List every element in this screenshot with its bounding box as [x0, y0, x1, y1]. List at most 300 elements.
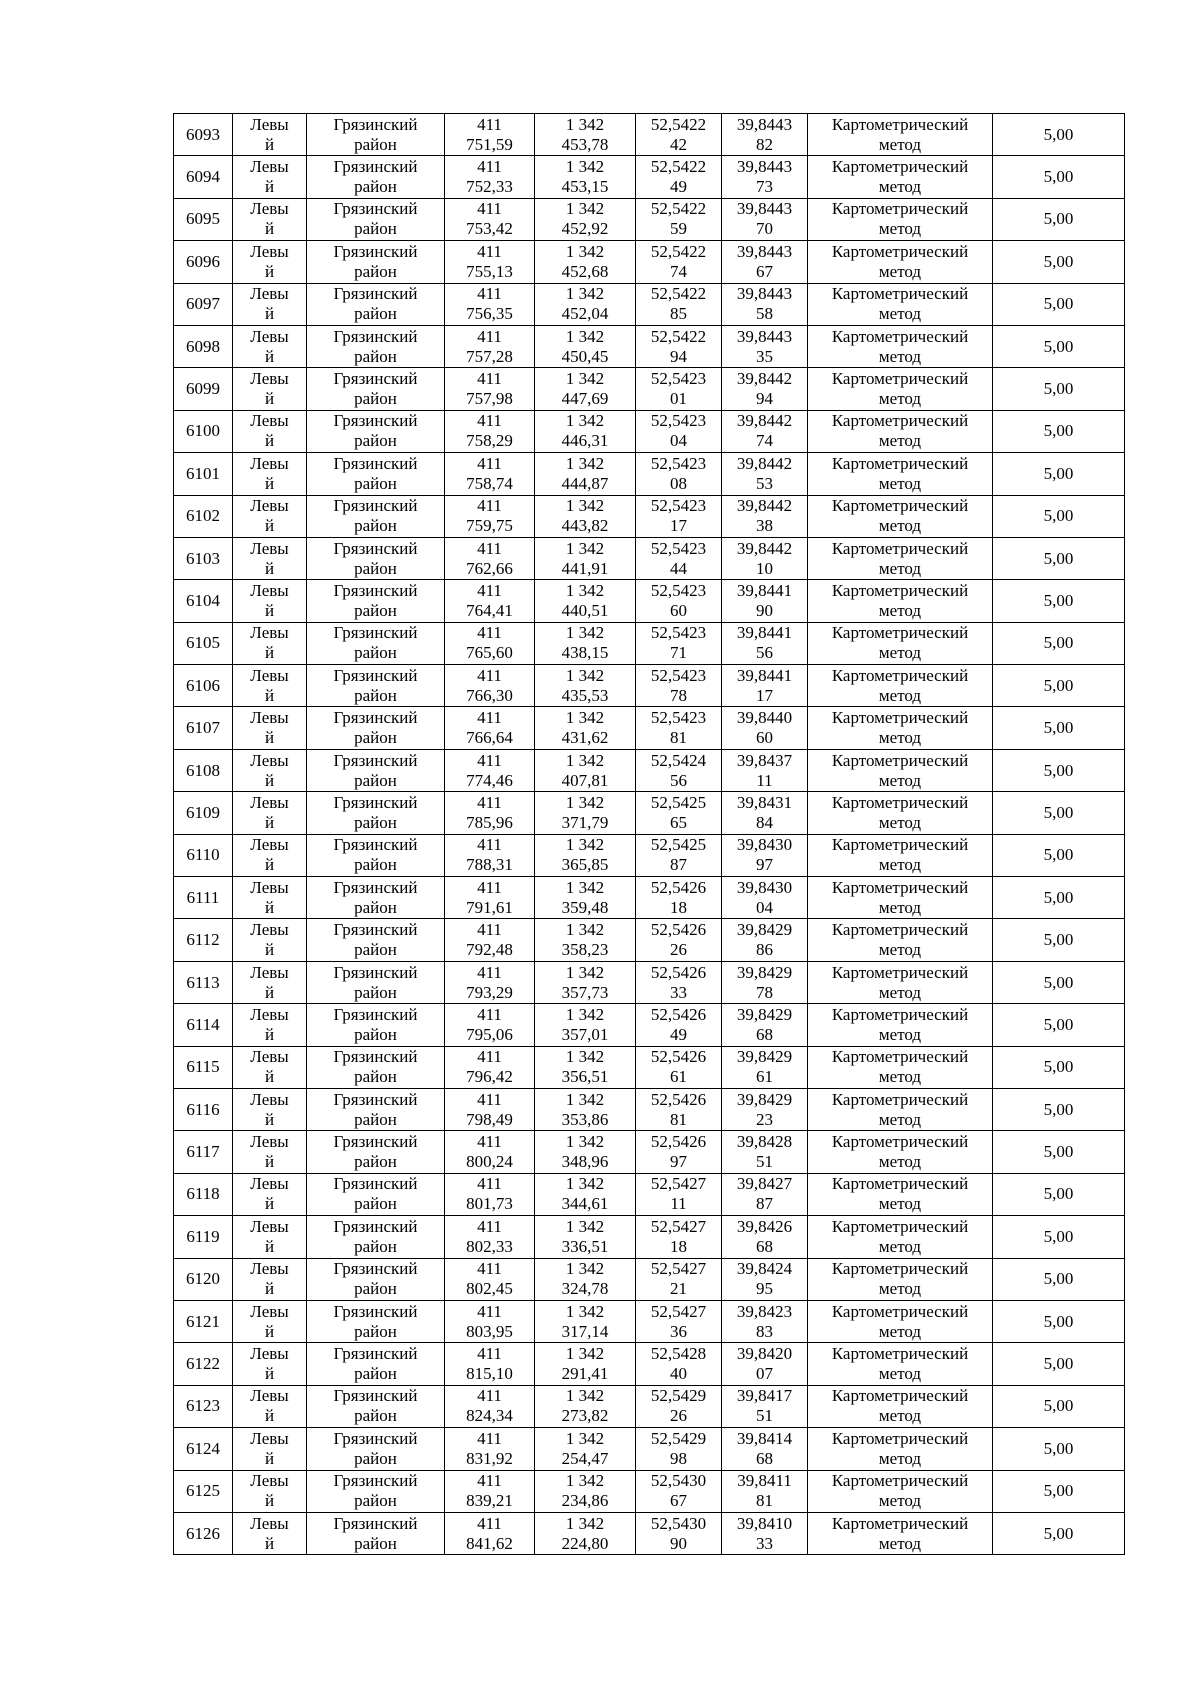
cell-district [307, 834, 445, 876]
cell-longitude-line: 39,8429 [736, 1004, 793, 1024]
cell-method-line: метод [878, 516, 922, 536]
cell-coord-x-line: 766,30 [466, 685, 513, 705]
cell-point-number: 6116 [174, 1088, 233, 1130]
table-row [174, 368, 1125, 410]
cell-longitude-line: 39,8443 [736, 241, 793, 261]
cell-point-number: 6097 [174, 283, 233, 325]
cell-method-line: Картометрический [831, 1471, 969, 1491]
table-row [174, 1428, 1125, 1470]
table-row [174, 580, 1125, 622]
cell-coord-x-line: 795,06 [466, 1024, 513, 1044]
table-row [174, 241, 1125, 283]
table-row [174, 834, 1125, 876]
cell-longitude-line: 39,8443 [736, 326, 793, 346]
cell-latitude-line: 52,5424 [650, 750, 707, 770]
cell-side-line: Левы [250, 1047, 289, 1067]
table-row [174, 1004, 1125, 1046]
cell-coord-y-line: 1 342 [565, 580, 605, 600]
cell-district-line: Грязинский [333, 920, 418, 940]
cell-side-line: Левы [250, 1301, 289, 1321]
cell-latitude-line: 60 [670, 600, 687, 620]
cell-latitude-line: 52,5430 [650, 1471, 707, 1491]
cell-longitude-line: 39,8441 [736, 665, 793, 685]
cell-method-line: Картометрический [831, 623, 969, 643]
cell-coord-y-line: 443,82 [561, 516, 609, 536]
cell-latitude-line: 52,5423 [650, 453, 707, 473]
cell-side [233, 241, 307, 283]
cell-point-number: 6113 [174, 961, 233, 1003]
cell-accuracy: 5,00 [993, 1258, 1125, 1300]
cell-coord-y-line: 348,96 [561, 1152, 609, 1172]
cell-side-line: й [264, 304, 275, 324]
cell-method-line: Картометрический [831, 453, 969, 473]
cell-district [307, 1173, 445, 1215]
cell-accuracy: 5,00 [993, 1173, 1125, 1215]
cell-side-line: й [264, 1194, 275, 1214]
cell-method-line: Картометрический [831, 1174, 969, 1194]
cell-latitude-line: 52,5429 [650, 1428, 707, 1448]
cell-longitude [722, 877, 808, 919]
cell-latitude-line: 04 [670, 431, 687, 451]
cell-side [233, 1046, 307, 1088]
cell-side-line: Левы [250, 1089, 289, 1109]
cell-coord-x [445, 156, 535, 198]
cell-coord-x [445, 283, 535, 325]
cell-district-line: район [354, 1533, 397, 1553]
cell-coord-x [445, 1258, 535, 1300]
cell-district-line: район [354, 1279, 397, 1299]
cell-coord-x-line: 791,61 [466, 897, 513, 917]
cell-side-line: й [264, 643, 275, 663]
cell-coord-x [445, 1216, 535, 1258]
cell-accuracy: 5,00 [993, 1428, 1125, 1470]
cell-district [307, 1088, 445, 1130]
cell-longitude-line: 97 [756, 855, 773, 875]
cell-latitude-line: 18 [670, 1236, 687, 1256]
cell-district [307, 877, 445, 919]
cell-method-line: Картометрический [831, 284, 969, 304]
cell-coord-y [535, 834, 636, 876]
cell-coord-x-line: 792,48 [466, 940, 513, 960]
cell-accuracy: 5,00 [993, 1004, 1125, 1046]
cell-coord-x [445, 1470, 535, 1512]
cell-district [307, 792, 445, 834]
cell-coord-y [535, 1088, 636, 1130]
cell-coord-y-line: 1 342 [565, 157, 605, 177]
cell-longitude-line: 60 [756, 728, 773, 748]
cell-side-line: й [264, 940, 275, 960]
cell-coord-x-line: 758,74 [466, 473, 513, 493]
cell-coord-x-line: 411 [477, 1174, 502, 1194]
cell-coord-y-line: 447,69 [561, 389, 609, 409]
cell-method-line: метод [878, 1491, 922, 1511]
cell-latitude-line: 52,5423 [650, 665, 707, 685]
cell-side-line: й [264, 261, 275, 281]
cell-coord-x-line: 757,98 [466, 389, 513, 409]
cell-coord-y-line: 1 342 [565, 665, 605, 685]
cell-method-line: Картометрический [831, 1004, 969, 1024]
cell-side-line: й [264, 1533, 275, 1553]
cell-district-line: Грязинский [333, 1047, 418, 1067]
cell-accuracy: 5,00 [993, 453, 1125, 495]
cell-point-number: 6117 [174, 1131, 233, 1173]
table-row [174, 1343, 1125, 1385]
cell-latitude [636, 1046, 722, 1088]
cell-coord-x [445, 580, 535, 622]
cell-side-line: Левы [250, 1216, 289, 1236]
cell-latitude [636, 1216, 722, 1258]
cell-side-line: Левы [250, 369, 289, 389]
cell-method [808, 156, 993, 198]
cell-coord-y-line: 353,86 [561, 1109, 609, 1129]
cell-method-line: Картометрический [831, 665, 969, 685]
cell-coord-x-line: 762,66 [466, 558, 513, 578]
cell-side [233, 453, 307, 495]
cell-coord-y [535, 622, 636, 664]
cell-coord-y-line: 1 342 [565, 1174, 605, 1194]
cell-district [307, 707, 445, 749]
cell-latitude [636, 198, 722, 240]
cell-longitude-line: 39,8442 [736, 411, 793, 431]
cell-side-line: й [264, 1279, 275, 1299]
cell-method-line: метод [878, 177, 922, 197]
cell-coord-y-line: 1 342 [565, 623, 605, 643]
cell-latitude-line: 81 [670, 728, 687, 748]
cell-longitude [722, 1216, 808, 1258]
cell-coord-y-line: 1 342 [565, 114, 605, 134]
cell-coord-y-line: 1 342 [565, 496, 605, 516]
cell-coord-y-line: 336,51 [561, 1236, 609, 1256]
cell-coord-y-line: 1 342 [565, 1047, 605, 1067]
cell-method-line: Картометрический [831, 1216, 969, 1236]
cell-longitude-line: 38 [756, 516, 773, 536]
cell-coord-y-line: 359,48 [561, 897, 609, 917]
cell-accuracy: 5,00 [993, 877, 1125, 919]
cell-coord-x-line: 803,95 [466, 1321, 513, 1341]
cell-longitude [722, 1088, 808, 1130]
cell-coord-x-line: 774,46 [466, 770, 513, 790]
cell-coord-x [445, 1004, 535, 1046]
cell-coord-x-line: 824,34 [466, 1406, 513, 1426]
cell-latitude-line: 33 [670, 982, 687, 1002]
cell-district-line: Грязинский [333, 1513, 418, 1533]
cell-latitude [636, 707, 722, 749]
cell-accuracy: 5,00 [993, 1216, 1125, 1258]
cell-coord-y-line: 1 342 [565, 1428, 605, 1448]
cell-accuracy: 5,00 [993, 1088, 1125, 1130]
cell-district [307, 1258, 445, 1300]
cell-accuracy: 5,00 [993, 241, 1125, 283]
cell-latitude [636, 495, 722, 537]
cell-coord-y [535, 919, 636, 961]
cell-district-line: Грязинский [333, 1471, 418, 1491]
cell-method-line: Картометрический [831, 411, 969, 431]
cell-method-line: метод [878, 346, 922, 366]
cell-district-line: район [354, 304, 397, 324]
cell-longitude-line: 39,8429 [736, 920, 793, 940]
cell-coord-x [445, 1088, 535, 1130]
cell-method-line: Картометрический [831, 750, 969, 770]
cell-coord-x [445, 198, 535, 240]
cell-latitude-line: 65 [670, 812, 687, 832]
cell-side [233, 537, 307, 579]
cell-method-line: метод [878, 1448, 922, 1468]
cell-accuracy: 5,00 [993, 707, 1125, 749]
table-row [174, 325, 1125, 367]
cell-side-line: й [264, 219, 275, 239]
cell-longitude [722, 792, 808, 834]
cell-district-line: Грязинский [333, 1089, 418, 1109]
cell-longitude-line: 39,8420 [736, 1344, 793, 1364]
cell-latitude [636, 1300, 722, 1342]
cell-side-line: й [264, 177, 275, 197]
cell-longitude-line: 39,8426 [736, 1216, 793, 1236]
cell-coord-y-line: 452,68 [561, 261, 609, 281]
cell-district [307, 1428, 445, 1470]
cell-method-line: метод [878, 558, 922, 578]
cell-longitude-line: 39,8437 [736, 750, 793, 770]
cell-coord-x-line: 411 [477, 580, 502, 600]
cell-latitude [636, 368, 722, 410]
cell-district-line: Грязинский [333, 665, 418, 685]
cell-latitude-line: 71 [670, 643, 687, 663]
cell-coord-y-line: 317,14 [561, 1321, 609, 1341]
cell-latitude [636, 156, 722, 198]
cell-point-number: 6100 [174, 410, 233, 452]
cell-point-number: 6126 [174, 1512, 233, 1554]
cell-longitude-line: 39,8443 [736, 284, 793, 304]
cell-longitude-line: 11 [756, 770, 773, 790]
cell-longitude [722, 156, 808, 198]
cell-coord-y [535, 283, 636, 325]
cell-method-line: Картометрический [831, 1132, 969, 1152]
cell-point-number: 6098 [174, 325, 233, 367]
cell-side-line: й [264, 1236, 275, 1256]
cell-coord-x [445, 1046, 535, 1088]
cell-coord-y-line: 1 342 [565, 1513, 605, 1533]
cell-coord-x-line: 801,73 [466, 1194, 513, 1214]
cell-side-line: Левы [250, 962, 289, 982]
cell-coord-x [445, 919, 535, 961]
cell-latitude-line: 87 [670, 855, 687, 875]
cell-coord-x-line: 796,42 [466, 1067, 513, 1087]
table-row [174, 1470, 1125, 1512]
table-row [174, 1258, 1125, 1300]
cell-accuracy: 5,00 [993, 410, 1125, 452]
cell-longitude-line: 39,8430 [736, 877, 793, 897]
cell-coord-y [535, 877, 636, 919]
cell-method [808, 1385, 993, 1427]
cell-coord-y [535, 1470, 636, 1512]
cell-district-line: район [354, 982, 397, 1002]
cell-coord-y-line: 1 342 [565, 1004, 605, 1024]
cell-latitude-line: 26 [670, 940, 687, 960]
cell-longitude-line: 17 [756, 685, 773, 705]
cell-coord-x [445, 749, 535, 791]
cell-latitude [636, 1428, 722, 1470]
cell-coord-y [535, 537, 636, 579]
cell-method-line: Картометрический [831, 114, 969, 134]
cell-method-line: метод [878, 431, 922, 451]
cell-longitude [722, 707, 808, 749]
cell-method-line: метод [878, 1533, 922, 1553]
cell-district-line: район [354, 1491, 397, 1511]
cell-method-line: метод [878, 812, 922, 832]
cell-side-line: й [264, 346, 275, 366]
cell-coord-x-line: 411 [477, 835, 502, 855]
cell-point-number: 6109 [174, 792, 233, 834]
cell-side [233, 665, 307, 707]
cell-coord-y [535, 1428, 636, 1470]
cell-latitude-line: 52,5422 [650, 284, 707, 304]
cell-point-number: 6115 [174, 1046, 233, 1088]
cell-district [307, 1470, 445, 1512]
cell-side [233, 156, 307, 198]
cell-latitude-line: 81 [670, 1109, 687, 1129]
cell-district [307, 1385, 445, 1427]
cell-district-line: Грязинский [333, 157, 418, 177]
cell-method [808, 368, 993, 410]
cell-side [233, 1300, 307, 1342]
cell-accuracy: 5,00 [993, 156, 1125, 198]
cell-method [808, 1343, 993, 1385]
cell-coord-y [535, 325, 636, 367]
cell-district-line: Грязинский [333, 496, 418, 516]
cell-accuracy: 5,00 [993, 622, 1125, 664]
cell-district [307, 537, 445, 579]
cell-side-line: Левы [250, 1132, 289, 1152]
cell-longitude [722, 325, 808, 367]
cell-district-line: Грязинский [333, 453, 418, 473]
cell-district [307, 410, 445, 452]
cell-side [233, 1216, 307, 1258]
cell-longitude-line: 39,8411 [737, 1471, 792, 1491]
cell-coord-x-line: 411 [477, 792, 502, 812]
cell-latitude [636, 749, 722, 791]
cell-longitude-line: 53 [756, 473, 773, 493]
cell-latitude-line: 11 [670, 1194, 687, 1214]
cell-method [808, 1004, 993, 1046]
cell-point-number: 6108 [174, 749, 233, 791]
cell-point-number: 6094 [174, 156, 233, 198]
cell-coord-x-line: 411 [477, 1428, 502, 1448]
cell-coord-y-line: 1 342 [565, 326, 605, 346]
cell-method-line: метод [878, 1236, 922, 1256]
cell-method [808, 283, 993, 325]
cell-method [808, 1470, 993, 1512]
cell-latitude-line: 74 [670, 261, 687, 281]
cell-side [233, 1428, 307, 1470]
cell-latitude-line: 52,5426 [650, 877, 707, 897]
cell-district [307, 1046, 445, 1088]
cell-coord-x-line: 411 [477, 1513, 502, 1533]
cell-method-line: Картометрический [831, 1428, 969, 1448]
cell-longitude-line: 68 [756, 1236, 773, 1256]
cell-method-line: метод [878, 855, 922, 875]
cell-latitude-line: 52,5422 [650, 114, 707, 134]
cell-coord-y [535, 1004, 636, 1046]
cell-district [307, 1343, 445, 1385]
cell-coord-y-line: 357,01 [561, 1024, 609, 1044]
cell-district-line: район [354, 219, 397, 239]
cell-side [233, 622, 307, 664]
cell-accuracy: 5,00 [993, 792, 1125, 834]
cell-longitude [722, 1343, 808, 1385]
cell-coord-y-line: 453,78 [561, 134, 609, 154]
cell-coord-y [535, 198, 636, 240]
cell-side-line: й [264, 855, 275, 875]
cell-latitude [636, 241, 722, 283]
cell-coord-x [445, 114, 535, 156]
cell-side-line: й [264, 982, 275, 1002]
cell-district-line: район [354, 134, 397, 154]
cell-method-line: Картометрический [831, 1089, 969, 1109]
cell-district-line: район [354, 855, 397, 875]
cell-coord-x-line: 841,62 [466, 1533, 513, 1553]
cell-longitude-line: 39,8423 [736, 1301, 793, 1321]
cell-accuracy: 5,00 [993, 1385, 1125, 1427]
cell-coord-x [445, 1428, 535, 1470]
cell-district [307, 665, 445, 707]
cell-coord-y-line: 453,15 [561, 177, 609, 197]
cell-district-line: Грязинский [333, 1344, 418, 1364]
cell-method-line: Картометрический [831, 1259, 969, 1279]
cell-method-line: Картометрический [831, 199, 969, 219]
cell-longitude-line: 68 [756, 1024, 773, 1044]
cell-coord-y [535, 580, 636, 622]
cell-coord-y-line: 1 342 [565, 538, 605, 558]
cell-method-line: метод [878, 940, 922, 960]
cell-coord-y [535, 1173, 636, 1215]
cell-coord-y [535, 961, 636, 1003]
cell-coord-y [535, 495, 636, 537]
cell-accuracy: 5,00 [993, 114, 1125, 156]
cell-longitude-line: 39,8442 [736, 453, 793, 473]
cell-coord-x-line: 411 [477, 538, 502, 558]
cell-method-line: Картометрический [831, 496, 969, 516]
cell-coord-x-line: 411 [477, 1301, 502, 1321]
cell-point-number: 6124 [174, 1428, 233, 1470]
cell-latitude [636, 114, 722, 156]
cell-method-line: метод [878, 643, 922, 663]
table-row [174, 919, 1125, 961]
cell-coord-x-line: 758,29 [466, 431, 513, 451]
cell-longitude-line: 39,8443 [736, 199, 793, 219]
cell-latitude-line: 49 [670, 177, 687, 197]
cell-side [233, 1470, 307, 1512]
cell-latitude-line: 17 [670, 516, 687, 536]
cell-coord-y [535, 1258, 636, 1300]
cell-longitude [722, 1258, 808, 1300]
cell-coord-x-line: 788,31 [466, 855, 513, 875]
cell-latitude [636, 1343, 722, 1385]
cell-point-number: 6119 [174, 1216, 233, 1258]
table-body [174, 114, 1125, 1555]
cell-district-line: Грязинский [333, 369, 418, 389]
cell-coord-y-line: 1 342 [565, 1471, 605, 1491]
cell-longitude [722, 1004, 808, 1046]
cell-point-number: 6114 [174, 1004, 233, 1046]
cell-accuracy: 5,00 [993, 1300, 1125, 1342]
cell-district [307, 283, 445, 325]
cell-side-line: Левы [250, 750, 289, 770]
cell-latitude-line: 52,5423 [650, 708, 707, 728]
cell-coord-y-line: 356,51 [561, 1067, 609, 1087]
cell-method-line: метод [878, 1406, 922, 1426]
cell-point-number: 6096 [174, 241, 233, 283]
cell-side [233, 1258, 307, 1300]
cell-coord-x [445, 707, 535, 749]
